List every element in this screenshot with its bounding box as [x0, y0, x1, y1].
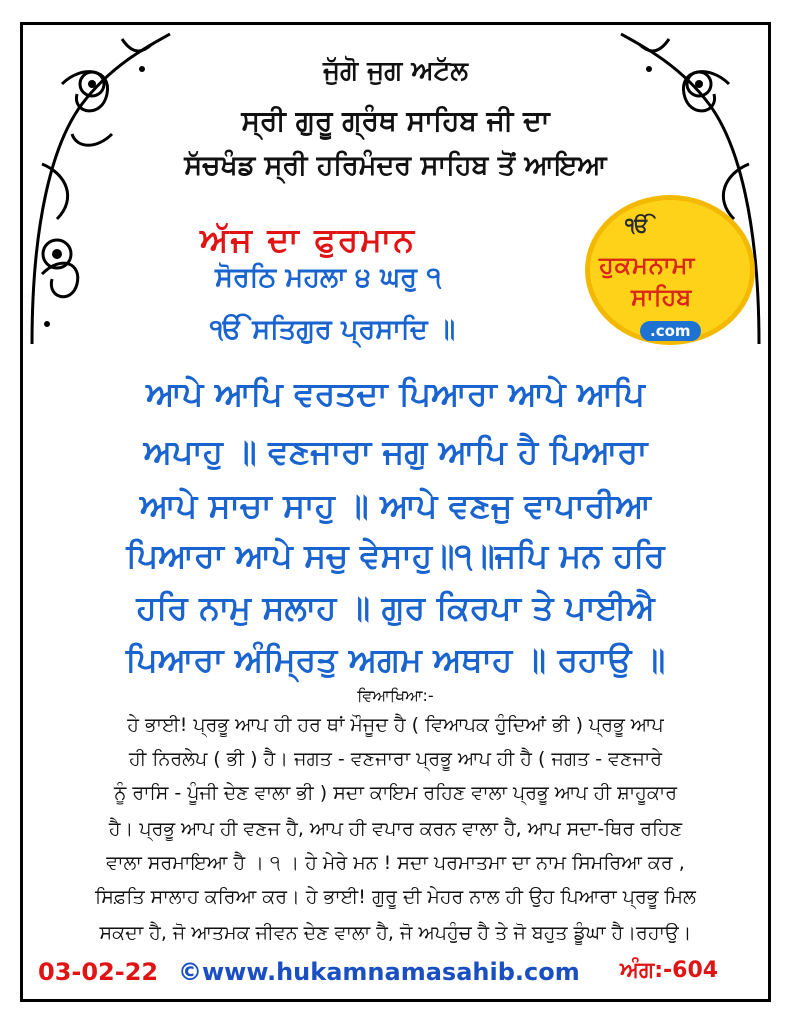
ang-number: ਅੰਗ:-604	[620, 958, 719, 983]
explanation-line: ਸਕਦਾ ਹੈ, ਜੋ ਆਤਮਕ ਜੀਵਨ ਦੇਣ ਵਾਲਾ ਹੈ, ਜੋ ਅਪਹੁੰਚ ਹੈ ਤੇ ਜੋ ਬਹੁਤ ਡੂੰਘਾ ਹੈ।ਰਹਾਉ।	[99, 922, 692, 944]
badge-text-line-2: ਸਾਹਿਬ	[631, 283, 692, 311]
gurbani-line: ਪਿਆਰਾ ਅੰਮ੍ਰਿਤੁ ਅਗਮ ਅਥਾਹ ॥ ਰਹਾਉ ॥	[125, 640, 666, 679]
gurbani-line: ਅਪਾਹੁ ॥ ਵਣਜਾਰਾ ਜਗੁ ਆਪਿ ਹੈ ਪਿਆਰਾ	[143, 432, 648, 471]
page-title: ਅੱਜ ਦਾ ਫੁਰਮਾਨ	[200, 220, 416, 259]
gurbani-line: ਪਿਆਰਾ ਆਪੇ ਸਚੁ ਵੇਸਾਹੁ॥੧॥ਜਪਿ ਮਨ ਹਰਿ	[126, 536, 665, 575]
badge-com-label: .com	[640, 321, 701, 341]
mool-mantar-heading: ੴ ਸਤਿਗੁਰ ਪ੍ਰਸਾਦਿ ॥	[210, 314, 456, 345]
explanation-line: ਵਾਲਾ ਸਰਮਾਇਆ ਹੈ । ੧ । ਹੇ ਮੇਰੇ ਮਨ ! ਸਦਾ ਪਰਮਾਤਮਾ ਦਾ ਨਾਮ ਸਿਮਰਿਆ ਕਰ ,	[106, 852, 685, 874]
gurbani-line: ਹਰਿ ਨਾਮੁ ਸਲਾਹ ॥ ਗੁਰ ਕਿਰਪਾ ਤੇ ਪਾਈਐ	[136, 588, 655, 627]
hukamnama-logo-badge	[585, 195, 760, 350]
gurbani-line: ਆਪੇ ਆਪਿ ਵਰਤਦਾ ਪਿਆਰਾ ਆਪੇ ਆਪਿ	[146, 374, 645, 413]
shabad-heading: ਸੋਰਠਿ ਮਹਲਾ ੪ ਘਰੁ ੧	[215, 262, 442, 293]
explanation-line: ਨੂੰ ਰਾਸਿ - ਪੂੰਜੀ ਦੇਣ ਵਾਲਾ ਭੀ ) ਸਦਾ ਕਾਇਮ ਰਹਿਣ ਵਾਲਾ ਪ੍ਰਭੂ ਆਪ ਹੀ ਸ਼ਾਹੂਕਾਰ	[113, 782, 678, 804]
website-link[interactable]: ©www.hukamnamasahib.com	[178, 958, 580, 986]
explanation-line: ਸਿਫ਼ਤਿ ਸਾਲਾਹ ਕਰਿਆ ਕਰ। ਹੇ ਭਾਈ! ਗੁਰੂ ਦੀ ਮੇਹਰ ਨਾਲ ਹੀ ਉਹ ਪਿਆਰਾ ਪ੍ਰਭੂ ਮਿਲ	[95, 886, 696, 908]
header-line-2: ਸ੍ਰੀ ਗੁਰੂ ਗ੍ਰੰਥ ਸਾਹਿਬ ਜੀ ਦਾ	[241, 104, 550, 137]
date-label: 03-02-22	[38, 958, 159, 986]
ik-onkar-icon: ੴ	[625, 213, 650, 237]
explanation-line: ਹੀ ਨਿਰਲੇਪ ( ਭੀ ) ਹੈ। ਜਗਤ - ਵਣਜਾਰਾ ਪ੍ਰਭੂ ਆਪ ਹੀ ਹੈ ( ਜਗਤ - ਵਣਜਾਰੇ	[128, 748, 663, 770]
badge-text-line-1: ਹੁਕਮਨਾਮਾ	[599, 251, 696, 279]
header-line-1: ਜੁੱਗੋ ਜੁਗ ਅਟੱਲ	[323, 56, 468, 86]
explanation-label: ਵਿਆਖਿਆ:-	[357, 686, 434, 705]
gurbani-line: ਆਪੇ ਸਾਚਾ ਸਾਹੁ ॥ ਆਪੇ ਵਣਜੁ ਵਾਪਾਰੀਆ	[139, 486, 652, 525]
header-line-3: ਸੱਚਖੰਡ ਸ੍ਰੀ ਹਰਿਮੰਦਰ ਸਾਹਿਬ ਤੋਂ ਆਇਆ	[184, 150, 607, 181]
footer	[0, 958, 791, 990]
explanation-line: ਹੇ ਭਾਈ! ਪ੍ਰਭੂ ਆਪ ਹੀ ਹਰ ਥਾਂ ਮੌਜੂਦ ਹੈ ( ਵਿਆਪਕ ਹੁੰਦਿਆਂ ਭੀ ) ਪ੍ਰਭੂ ਆਪ	[127, 714, 664, 736]
explanation-line: ਹੈ। ਪ੍ਰਭੂ ਆਪ ਹੀ ਵਣਜ ਹੈ, ਆਪ ਹੀ ਵਪਾਰ ਕਰਨ ਵਾਲਾ ਹੈ, ਆਪ ਸਦਾ-ਥਿਰ ਰਹਿਣ	[108, 818, 683, 840]
